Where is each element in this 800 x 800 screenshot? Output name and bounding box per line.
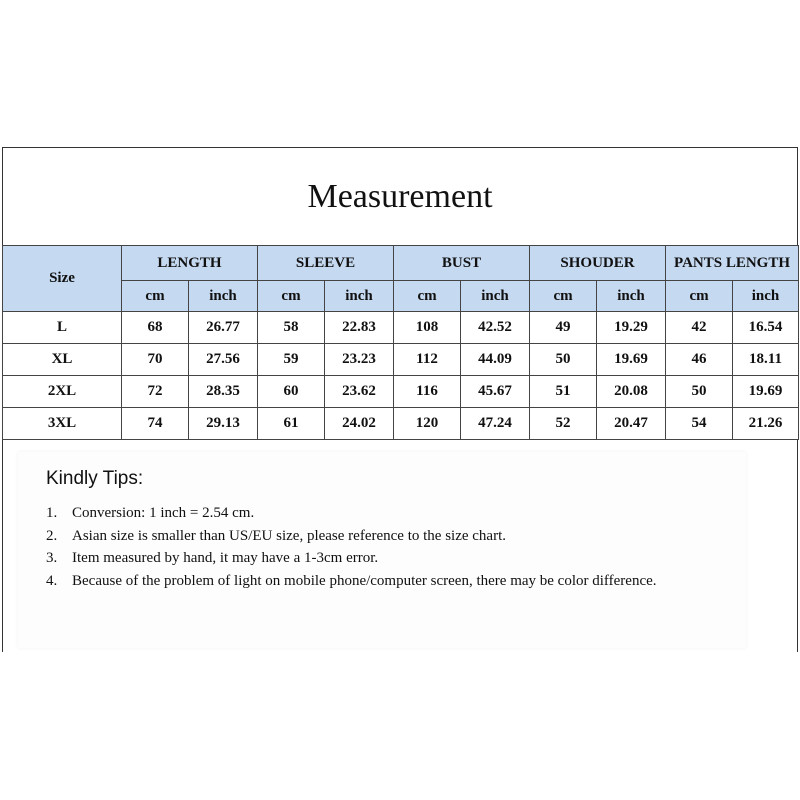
- tip-number: 3.: [46, 550, 58, 566]
- unit-header: cm: [394, 281, 461, 312]
- value-cell: 51: [530, 376, 597, 408]
- size-cell: 2XL: [3, 376, 122, 408]
- list-item: [46, 525, 666, 548]
- value-cell: 116: [394, 376, 461, 408]
- size-cell: 3XL: [3, 408, 122, 440]
- unit-header: inch: [597, 281, 666, 312]
- value-cell: 120: [394, 408, 461, 440]
- value-cell: 47.24: [461, 408, 530, 440]
- value-cell: 23.23: [325, 344, 394, 376]
- value-cell: 22.83: [325, 312, 394, 344]
- tips-panel: [18, 452, 746, 648]
- page-title: Measurement: [307, 178, 493, 215]
- value-cell: 19.69: [597, 344, 666, 376]
- group-header-row: [3, 246, 799, 281]
- value-cell: 68: [122, 312, 189, 344]
- tip-text: Asian size is smaller than US/EU size, please reference to the size chart.: [72, 527, 506, 544]
- value-cell: 108: [394, 312, 461, 344]
- unit-header: inch: [733, 281, 799, 312]
- group-header-shoulder: SHOUDER: [530, 246, 666, 281]
- value-cell: 28.35: [189, 376, 258, 408]
- value-cell: 49: [530, 312, 597, 344]
- value-cell: 23.62: [325, 376, 394, 408]
- table-row: [3, 376, 799, 408]
- value-cell: 45.67: [461, 376, 530, 408]
- tip-text: Item measured by hand, it may have a 1-3cm error.: [72, 550, 379, 566]
- size-cell: XL: [3, 344, 122, 376]
- table-row: [3, 344, 799, 376]
- group-header-bust: BUST: [394, 246, 530, 281]
- unit-header: inch: [325, 281, 394, 312]
- value-cell: 54: [666, 408, 733, 440]
- table-row: [3, 408, 799, 440]
- tip-number: 2.: [46, 527, 58, 544]
- value-cell: 52: [530, 408, 597, 440]
- value-cell: 74: [122, 408, 189, 440]
- unit-header: cm: [122, 281, 189, 312]
- tip-number: 1.: [46, 505, 58, 521]
- value-cell: 50: [530, 344, 597, 376]
- value-cell: 27.56: [189, 344, 258, 376]
- value-cell: 42: [666, 312, 733, 344]
- list-item: [46, 502, 666, 525]
- tips-heading: Kindly Tips:: [46, 468, 144, 489]
- value-cell: 29.13: [189, 408, 258, 440]
- value-cell: 20.47: [597, 408, 666, 440]
- value-cell: 50: [666, 376, 733, 408]
- value-cell: 72: [122, 376, 189, 408]
- value-cell: 21.26: [733, 408, 799, 440]
- value-cell: 44.09: [461, 344, 530, 376]
- value-cell: 61: [258, 408, 325, 440]
- table-row: [3, 312, 799, 344]
- list-item: [46, 547, 666, 570]
- value-cell: 59: [258, 344, 325, 376]
- value-cell: 24.02: [325, 408, 394, 440]
- unit-header: cm: [530, 281, 597, 312]
- value-cell: 58: [258, 312, 325, 344]
- value-cell: 19.69: [733, 376, 799, 408]
- value-cell: 16.54: [733, 312, 799, 344]
- value-cell: 112: [394, 344, 461, 376]
- group-header-pants-length: PANTS LENGTH: [666, 246, 799, 281]
- value-cell: 42.52: [461, 312, 530, 344]
- size-chart-table: [2, 245, 799, 440]
- tips-list: [46, 502, 666, 592]
- value-cell: 60: [258, 376, 325, 408]
- value-cell: 19.29: [597, 312, 666, 344]
- tip-text: Because of the problem of light on mobile phone/computer screen, there may be color difference.: [72, 572, 657, 589]
- unit-header-row: [3, 281, 799, 312]
- value-cell: 20.08: [597, 376, 666, 408]
- unit-header: inch: [189, 281, 258, 312]
- unit-header: inch: [461, 281, 530, 312]
- value-cell: 18.11: [733, 344, 799, 376]
- size-cell: L: [3, 312, 122, 344]
- value-cell: 46: [666, 344, 733, 376]
- size-header: Size: [3, 246, 122, 312]
- group-header-length: LENGTH: [122, 246, 258, 281]
- tip-text: Conversion: 1 inch = 2.54 cm.: [72, 505, 255, 521]
- unit-header: cm: [666, 281, 733, 312]
- value-cell: 70: [122, 344, 189, 376]
- value-cell: 26.77: [189, 312, 258, 344]
- unit-header: cm: [258, 281, 325, 312]
- group-header-sleeve: SLEEVE: [258, 246, 394, 281]
- tip-number: 4.: [46, 572, 58, 589]
- list-item: [46, 570, 666, 593]
